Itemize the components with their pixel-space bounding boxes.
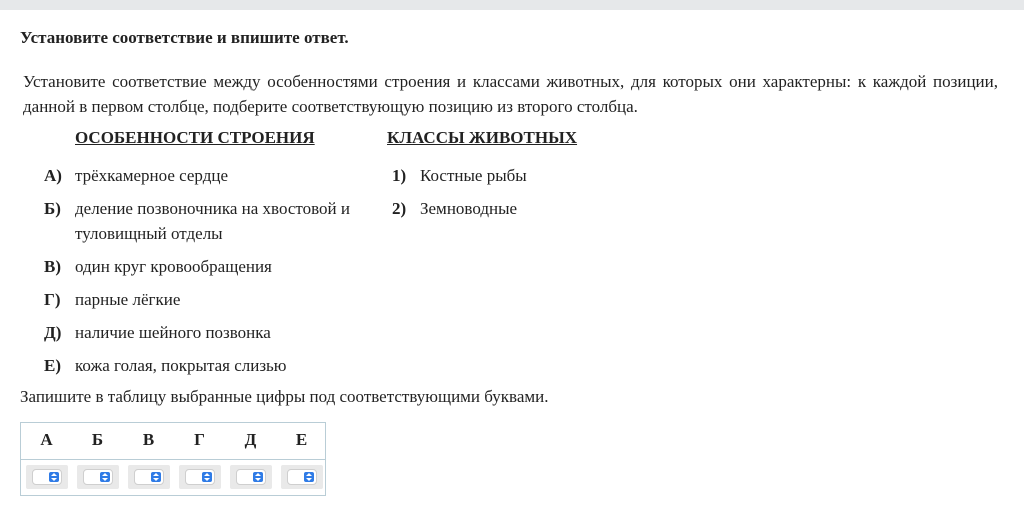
top-strip — [0, 0, 1024, 10]
feature-letter: Б) — [44, 199, 61, 218]
class-text: Земноводные — [420, 199, 518, 218]
classes-column-header: КЛАССЫ ЖИВОТНЫХ — [387, 128, 578, 147]
feature-text: трёхкамерное сердце — [75, 166, 228, 185]
answer-header-d: Д — [244, 430, 257, 449]
features-column-header: ОСОБЕННОСТИ СТРОЕНИЯ — [75, 128, 315, 147]
feature-letter: А) — [44, 166, 62, 185]
select-arrows-icon — [253, 472, 263, 482]
answer-header-e: Е — [295, 430, 308, 449]
feature-text: наличие шейного позвонка — [75, 323, 271, 342]
feature-letter: Д) — [44, 323, 62, 342]
feature-letter: Г) — [44, 290, 61, 309]
class-number: 2) — [392, 199, 407, 218]
select-arrows-icon — [151, 472, 161, 482]
answer-prompt: Запишите в таблицу выбранные цифры под соответствующими буквами. — [20, 387, 549, 406]
answer-cell-g — [179, 465, 221, 489]
answer-select-g[interactable] — [185, 469, 215, 485]
answer-header-g: Г — [194, 430, 205, 449]
answer-select-v[interactable] — [134, 469, 164, 485]
select-arrows-icon — [100, 472, 110, 482]
answer-header-row — [21, 423, 325, 460]
feature-letter: Е) — [44, 356, 61, 375]
feature-item — [44, 287, 374, 312]
answer-select-d[interactable] — [236, 469, 266, 485]
feature-text: кожа голая, покрытая слизью — [75, 356, 287, 375]
answer-select-b[interactable] — [83, 469, 113, 485]
class-item — [392, 163, 692, 188]
answer-header-a: А — [40, 430, 53, 449]
answer-table — [20, 422, 326, 496]
feature-item — [44, 353, 374, 378]
select-arrows-icon — [304, 472, 314, 482]
select-arrows-icon — [202, 472, 212, 482]
answer-cell-v — [128, 465, 170, 489]
answer-select-a[interactable] — [32, 469, 62, 485]
answer-cell-e — [281, 465, 323, 489]
class-item — [392, 196, 692, 221]
feature-item — [44, 320, 374, 345]
answer-cell-a — [26, 465, 68, 489]
class-text: Костные рыбы — [420, 166, 527, 185]
feature-text: парные лёгкие — [75, 290, 181, 309]
feature-text: деление позвоночника на хвостовой и туловищный отделы — [75, 199, 350, 243]
feature-letter: В) — [44, 257, 61, 276]
feature-item — [44, 163, 374, 188]
answer-cell-b — [77, 465, 119, 489]
answer-header-v: В — [142, 430, 155, 449]
task-instructions: Установите соответствие между особенностями строения и классами животных, для которых они характерны: к каждой позиции, данной в первом столбце, подберите соответствующую позицию из второго столбца. — [23, 72, 998, 116]
task-title: Установите соответствие и впишите ответ. — [20, 28, 349, 47]
class-number: 1) — [392, 166, 407, 185]
select-arrows-icon — [49, 472, 59, 482]
answer-header-b: Б — [91, 430, 104, 449]
feature-item — [44, 196, 374, 246]
feature-item — [44, 254, 374, 279]
feature-text: один круг кровообращения — [75, 257, 272, 276]
answer-select-e[interactable] — [287, 469, 317, 485]
answer-cell-d — [230, 465, 272, 489]
